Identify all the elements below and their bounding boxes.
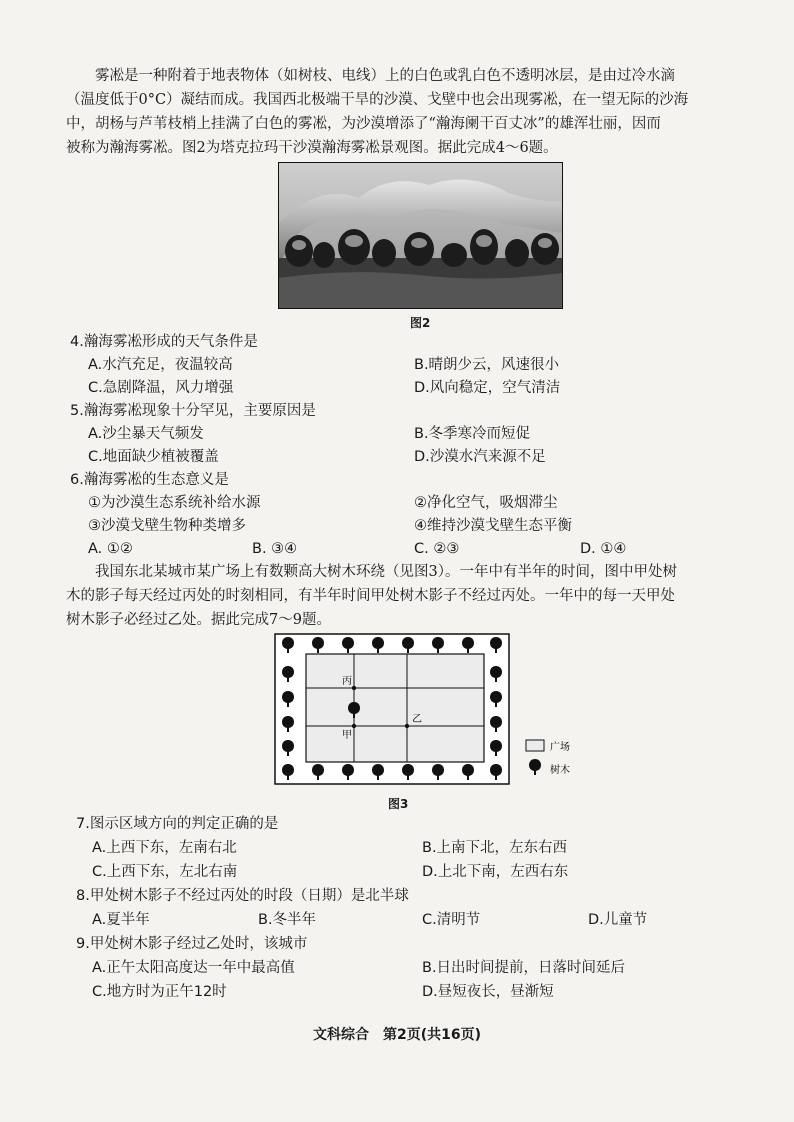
q6-option-b[interactable]: B. ③④ bbox=[252, 541, 298, 557]
label-jia: 甲 bbox=[342, 730, 352, 741]
square-tree-map bbox=[274, 633, 594, 788]
q8-option-c[interactable]: C.清明节 bbox=[422, 912, 481, 928]
figure3-caption: 图3 bbox=[388, 797, 409, 811]
legend-square-label: 广场 bbox=[550, 742, 570, 753]
q6-option-a[interactable]: A. ①② bbox=[88, 541, 133, 557]
passage-rime bbox=[66, 64, 726, 160]
q9-option-b[interactable]: B.日出时间提前，日落时间延后 bbox=[422, 960, 626, 976]
q4-option-c[interactable]: C.急剧降温，风力增强 bbox=[88, 380, 234, 396]
q6-statement-4: ④维持沙漠戈壁生态平衡 bbox=[414, 518, 572, 534]
q6-option-d[interactable]: D. ①④ bbox=[580, 541, 627, 557]
q7-stem: 7.图示区域方向的判定正确的是 bbox=[76, 816, 279, 832]
point-yi bbox=[405, 724, 409, 728]
passage-square-trees bbox=[66, 560, 726, 632]
q8-option-b[interactable]: B.冬半年 bbox=[258, 912, 317, 928]
q6-option-c[interactable]: C. ②③ bbox=[414, 541, 460, 557]
q8-option-d[interactable]: D.儿童节 bbox=[588, 912, 648, 928]
legend-tree-icon bbox=[529, 759, 541, 775]
q7-option-b[interactable]: B.上南下北，左东右西 bbox=[422, 840, 568, 856]
passage-line: 雾凇是一种附着于地表物体（如树枝、电线）上的白色或乳白色不透明冰层，是由过冷水滴 bbox=[95, 68, 675, 84]
passage-line: 被称为瀚海雾凇。图2为塔克拉玛干沙漠瀚海雾凇景观图。据此完成4～6题。 bbox=[66, 140, 558, 156]
q9-option-a[interactable]: A.正午太阳高度达一年中最高值 bbox=[92, 960, 295, 976]
desert-rime-photo bbox=[278, 162, 563, 309]
q6-statement-3: ③沙漠戈壁生物种类增多 bbox=[88, 518, 246, 534]
legend-square-swatch bbox=[526, 740, 544, 751]
q7-option-a[interactable]: A.上西下东，左南右北 bbox=[92, 840, 237, 856]
label-yi: 乙 bbox=[412, 714, 422, 725]
label-bing: 丙 bbox=[342, 676, 352, 687]
q7-option-d[interactable]: D.上北下南，左西右东 bbox=[422, 864, 569, 880]
q6-statement-2: ②净化空气，吸烟滞尘 bbox=[414, 495, 558, 511]
q4-stem: 4.瀚海雾凇形成的天气条件是 bbox=[70, 334, 258, 350]
figure2-caption: 图2 bbox=[410, 316, 431, 330]
passage-line: 中，胡杨与芦苇枝梢上挂满了白色的雾凇，为沙漠增添了“瀚海阑干百丈冰”的雄浑壮丽，因而 bbox=[66, 116, 661, 132]
q6-statement-1: ①为沙漠生态系统补给水源 bbox=[88, 495, 261, 511]
q9-option-d[interactable]: D.昼短夜长，昼渐短 bbox=[422, 984, 554, 1000]
point-jia bbox=[352, 724, 356, 728]
passage-line: 我国东北某城市某广场上有数颗高大树木环绕（见图3）。一年中有半年的时间，图中甲处树 bbox=[95, 564, 677, 580]
q5-option-a[interactable]: A.沙尘暴天气频发 bbox=[88, 426, 204, 442]
q8-stem: 8.甲处树木影子不经过丙处的时段（日期）是北半球 bbox=[76, 888, 409, 904]
point-bing bbox=[352, 686, 356, 690]
q5-option-b[interactable]: B.冬季寒冷而短促 bbox=[414, 426, 531, 442]
q9-stem: 9.甲处树木影子经过乙处时，该城市 bbox=[76, 936, 308, 952]
square-area bbox=[306, 654, 484, 762]
q4-option-b[interactable]: B.晴朗少云，风速很小 bbox=[414, 357, 560, 373]
q8-option-a[interactable]: A.夏半年 bbox=[92, 912, 150, 928]
desert-rime-image bbox=[279, 163, 562, 308]
q5-option-d[interactable]: D.沙漠水汽来源不足 bbox=[414, 449, 546, 465]
figure3-diagram bbox=[274, 633, 594, 788]
page-footer: 文科综合 第2页(共16页) bbox=[312, 1027, 482, 1043]
legend-tree-label: 树木 bbox=[550, 765, 570, 776]
q5-stem: 5.瀚海雾凇现象十分罕见，主要原因是 bbox=[70, 403, 316, 419]
q9-option-c[interactable]: C.地方时为正午12时 bbox=[92, 984, 227, 1000]
q4-option-a[interactable]: A.水汽充足，夜温较高 bbox=[88, 357, 233, 373]
q4-option-d[interactable]: D.风向稳定，空气清洁 bbox=[414, 380, 561, 396]
passage-line: 木的影子每天经过丙处的时刻相同，有半年时间甲处树木影子不经过丙处。一年中的每一天甲处 bbox=[66, 588, 675, 604]
q7-option-c[interactable]: C.上西下东，左北右南 bbox=[92, 864, 238, 880]
passage-line: （温度低于0°C）凝结而成。我国西北极端干旱的沙漠、戈壁中也会出现雾凇，在一望无际的沙海 bbox=[66, 92, 689, 108]
q6-stem: 6.瀚海雾凇的生态意义是 bbox=[70, 472, 229, 488]
q5-option-c[interactable]: C.地面缺少植被覆盖 bbox=[88, 449, 219, 465]
passage-line: 树木影子必经过乙处。据此完成7～9题。 bbox=[66, 612, 331, 628]
